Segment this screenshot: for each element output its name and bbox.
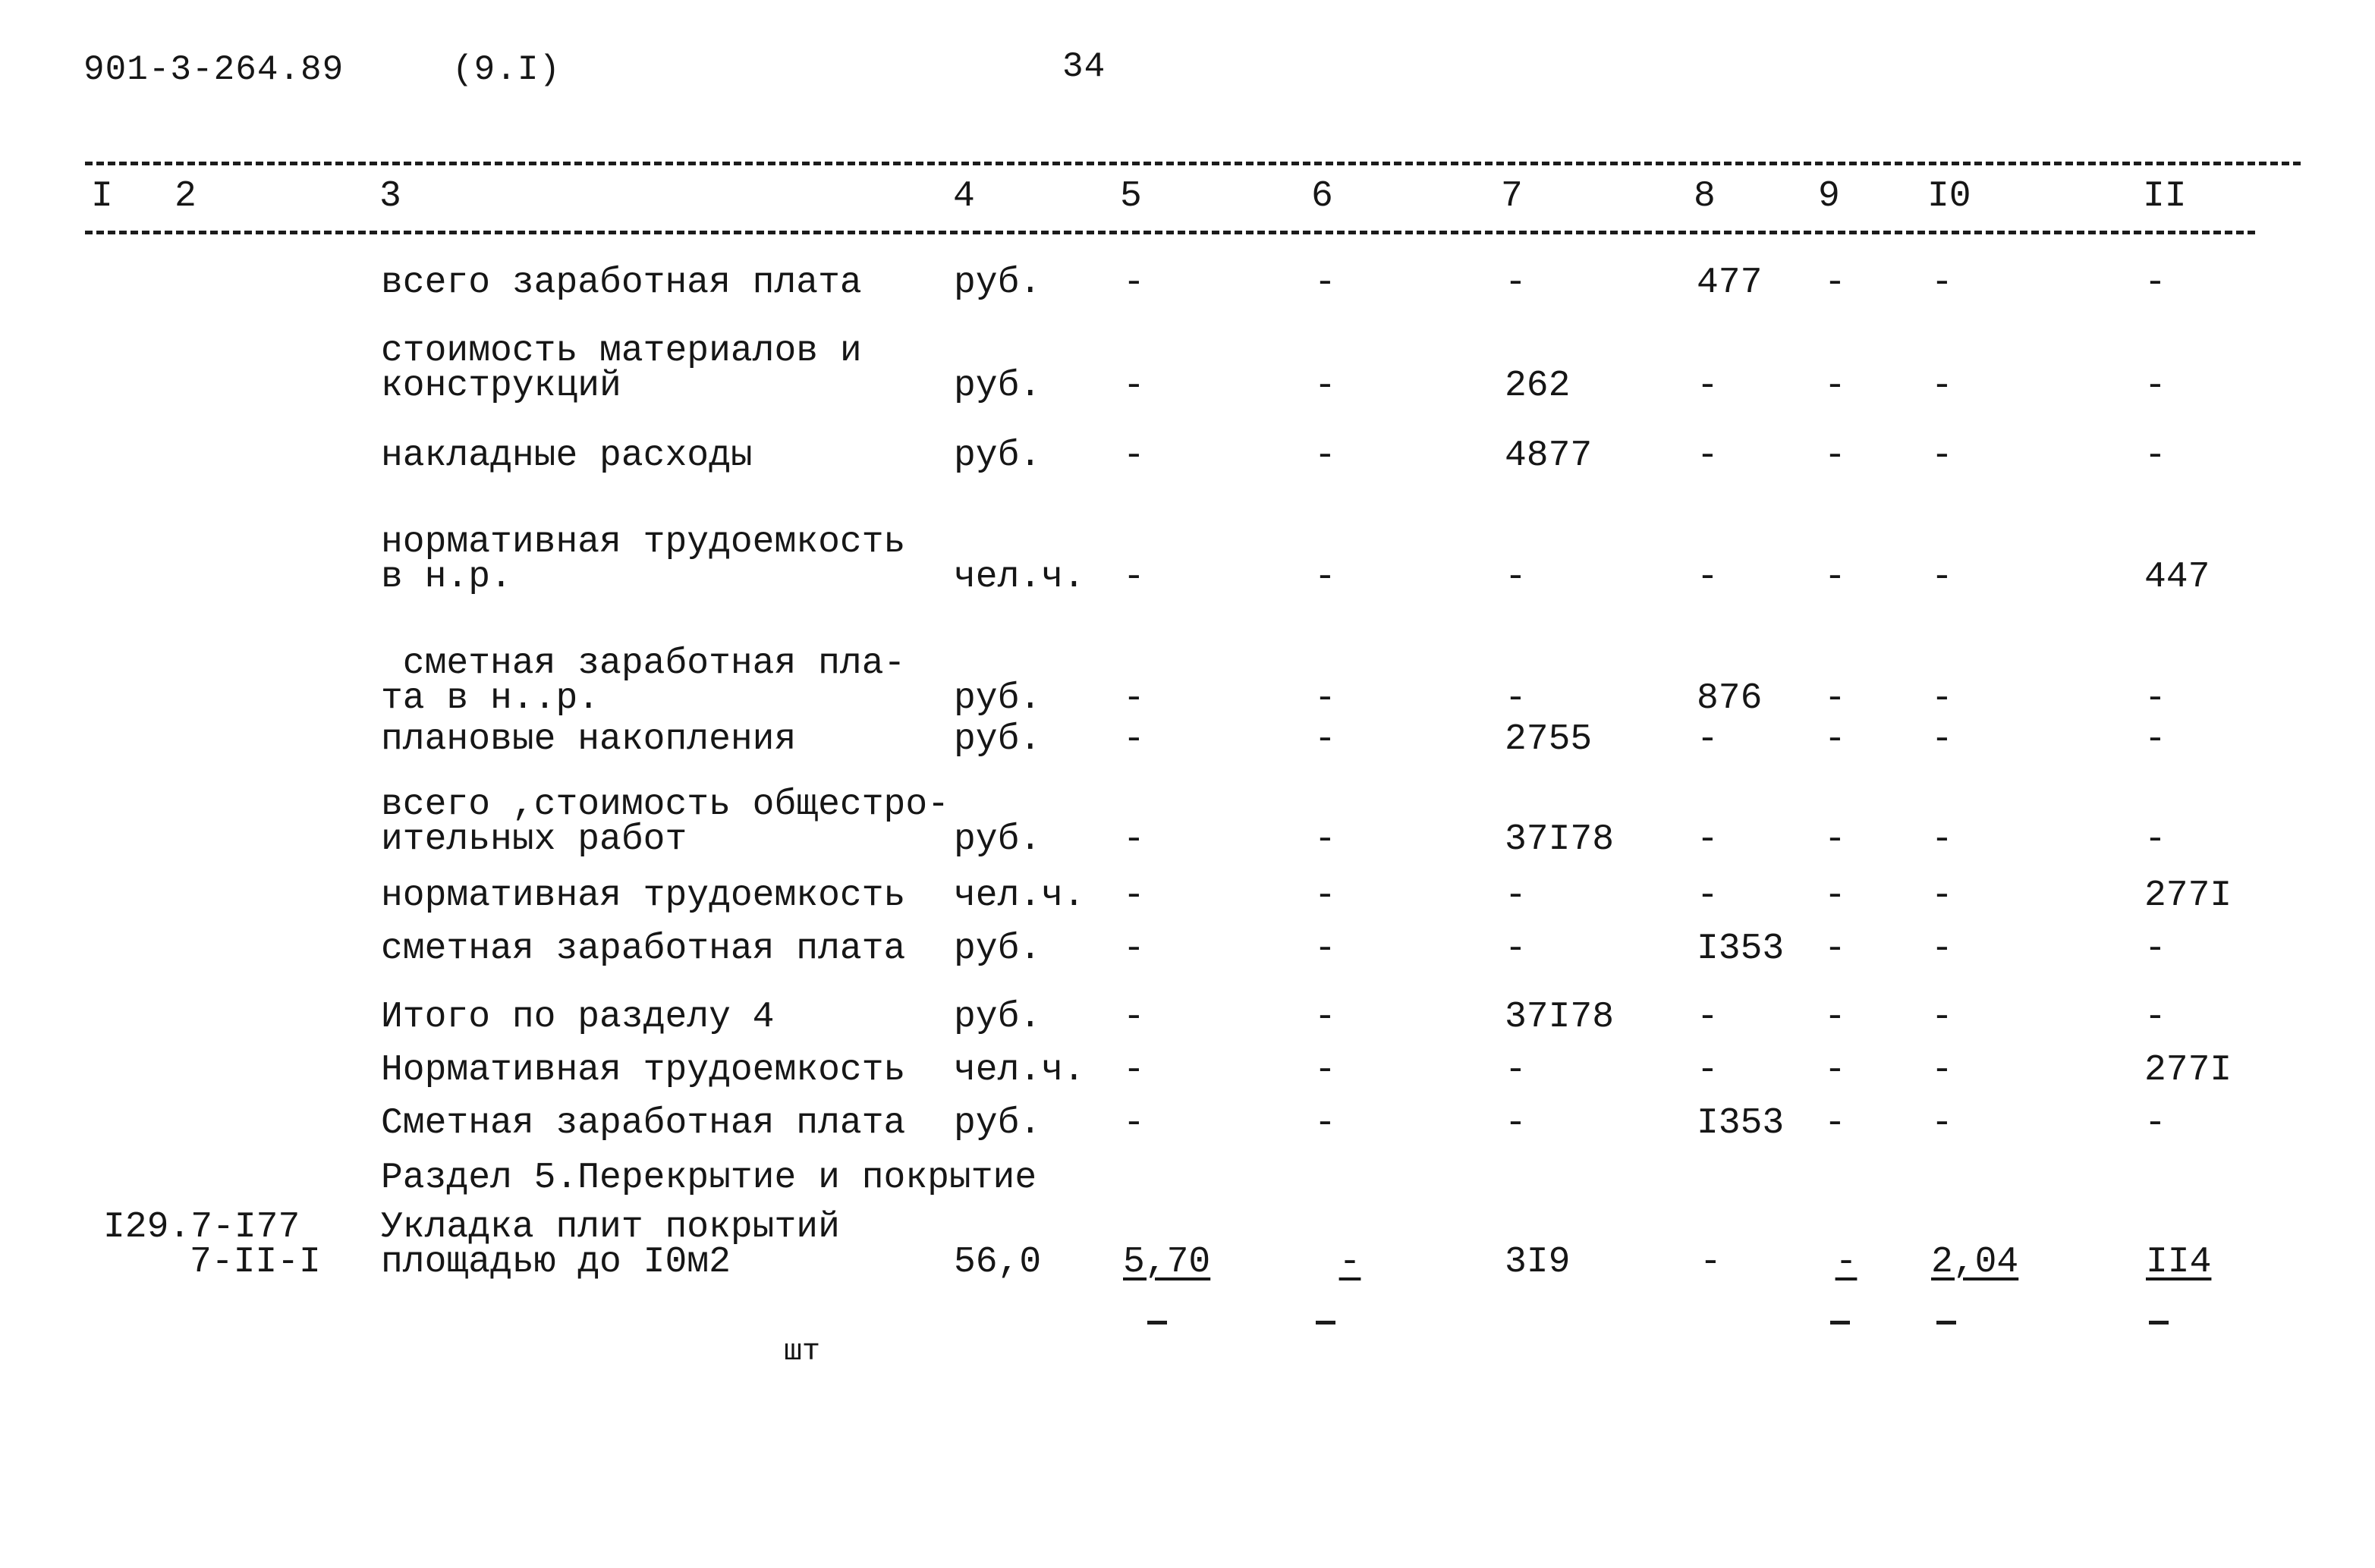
- row-label: накладные расходы: [381, 435, 753, 476]
- row-unit: руб.: [954, 366, 1042, 407]
- cell-c5: -: [1123, 875, 1145, 916]
- row-label: сметная заработная плата: [381, 929, 906, 969]
- column-header: 4: [953, 176, 975, 217]
- cell-c10: -: [1931, 719, 1953, 760]
- cell-c7: -: [1505, 262, 1527, 303]
- cell-c8: 876: [1697, 678, 1763, 719]
- item-col-11: II4: [2146, 1242, 2212, 1283]
- row-unit: руб.: [954, 719, 1042, 760]
- column-header: 3: [379, 176, 401, 217]
- cell-c11: 447: [2144, 557, 2210, 598]
- cell-c10: -: [1931, 819, 1953, 860]
- cell-c6: -: [1314, 997, 1336, 1038]
- cell-c7: 262: [1505, 366, 1571, 407]
- cell-c8: -: [1697, 1050, 1719, 1091]
- cell-c9: -: [1824, 262, 1846, 303]
- denominator-mark: [2149, 1321, 2169, 1324]
- cell-c7: 2755: [1505, 719, 1593, 760]
- item-name: Укладка плит покрытий площадью до I0м2: [381, 1207, 840, 1283]
- denominator-mark: [1830, 1321, 1850, 1324]
- item-col-5: 5,70: [1123, 1242, 1211, 1283]
- cell-c7: -: [1505, 1050, 1527, 1091]
- cell-c5: -: [1123, 819, 1145, 860]
- row-unit: руб.: [954, 929, 1042, 969]
- cell-c10: -: [1931, 435, 1953, 476]
- column-header: 8: [1694, 176, 1716, 217]
- cell-c6: -: [1314, 1103, 1336, 1144]
- item-qty: 56,0: [954, 1242, 1042, 1283]
- cell-c9: -: [1824, 678, 1846, 719]
- row-label: всего ,стоимость общестро- ительных работ: [381, 784, 949, 860]
- page-number: 34: [1062, 47, 1106, 86]
- cell-c10: -: [1931, 557, 1953, 598]
- cell-c5: -: [1123, 366, 1145, 407]
- cell-c11: -: [2144, 366, 2166, 407]
- row-label: нормативная трудоемкость: [381, 875, 906, 916]
- cell-c9: -: [1824, 366, 1846, 407]
- cell-c6: -: [1314, 929, 1336, 969]
- cell-c8: I353: [1697, 929, 1785, 969]
- cell-c8: -: [1697, 819, 1719, 860]
- section-title: Раздел 5.Перекрытие и покрытие: [381, 1158, 1037, 1199]
- cell-c11: -: [2144, 678, 2166, 719]
- cell-c5: -: [1123, 557, 1145, 598]
- cell-c10: -: [1931, 875, 1953, 916]
- item-col-8: -: [1700, 1242, 1722, 1283]
- row-label: Итого по разделу 4: [381, 997, 775, 1038]
- cell-c7: 37I78: [1505, 819, 1615, 860]
- cell-c7: -: [1505, 1103, 1527, 1144]
- item-col-10: 2,04: [1931, 1242, 2019, 1283]
- cell-c9: -: [1824, 1103, 1846, 1144]
- cell-c11: -: [2144, 262, 2166, 303]
- row-label: Нормативная трудоемкость: [381, 1050, 906, 1091]
- cell-c6: -: [1314, 875, 1336, 916]
- cell-c6: -: [1314, 678, 1336, 719]
- cell-c5: -: [1123, 678, 1145, 719]
- cell-c9: -: [1824, 997, 1846, 1038]
- row-label: Сметная заработная плата: [381, 1103, 906, 1144]
- cell-c6: -: [1314, 1050, 1336, 1091]
- cell-c7: -: [1505, 557, 1527, 598]
- cell-c9: -: [1824, 719, 1846, 760]
- item-code-line2: 7-II-I: [190, 1242, 321, 1283]
- row-label: сметная заработная пла- та в н..р.: [381, 643, 906, 719]
- header-rule-bottom: [85, 231, 2255, 234]
- cell-c9: -: [1824, 435, 1846, 476]
- cell-c9: -: [1824, 819, 1846, 860]
- cell-c8: -: [1697, 719, 1719, 760]
- denominator-mark: [1936, 1321, 1956, 1324]
- item-col-6: -: [1338, 1242, 1361, 1283]
- cell-c8: -: [1697, 875, 1719, 916]
- cell-c6: -: [1314, 819, 1336, 860]
- cell-c5: -: [1123, 997, 1145, 1038]
- cell-c11: 277I: [2144, 1050, 2232, 1091]
- column-header: 5: [1120, 176, 1142, 217]
- cell-c10: -: [1931, 997, 1953, 1038]
- column-header: I: [91, 176, 113, 217]
- cell-c8: 477: [1697, 262, 1763, 303]
- document-code: 901-3-264.89: [83, 50, 344, 90]
- cell-c8: -: [1697, 997, 1719, 1038]
- cell-c11: 277I: [2144, 875, 2232, 916]
- item-unit-note: шт: [784, 1335, 821, 1369]
- item-code-line1: I29.7-I77: [103, 1207, 300, 1248]
- row-unit: руб.: [954, 678, 1042, 719]
- header-rule-top: [85, 162, 2301, 165]
- cell-c8: -: [1697, 366, 1719, 407]
- cell-c6: -: [1314, 557, 1336, 598]
- row-unit: руб.: [954, 1103, 1042, 1144]
- cell-c10: -: [1931, 678, 1953, 719]
- cell-c7: -: [1505, 678, 1527, 719]
- cell-c7: -: [1505, 929, 1527, 969]
- cell-c5: -: [1123, 719, 1145, 760]
- cell-c10: -: [1931, 929, 1953, 969]
- cell-c5: -: [1123, 1050, 1145, 1091]
- cell-c10: -: [1931, 1050, 1953, 1091]
- cell-c6: -: [1314, 262, 1336, 303]
- row-label: нормативная трудоемкость в н.р.: [381, 522, 906, 598]
- section-number: (9.I): [452, 50, 562, 90]
- row-unit: чел.ч.: [954, 1050, 1085, 1091]
- row-unit: руб.: [954, 262, 1042, 303]
- cell-c6: -: [1314, 435, 1336, 476]
- cell-c8: -: [1697, 435, 1719, 476]
- denominator-mark: [1147, 1321, 1167, 1324]
- row-unit: руб.: [954, 997, 1042, 1038]
- cell-c10: -: [1931, 366, 1953, 407]
- cell-c6: -: [1314, 366, 1336, 407]
- column-header: 9: [1818, 176, 1840, 217]
- row-label: стоимость материалов и конструкций: [381, 331, 862, 407]
- cell-c10: -: [1931, 1103, 1953, 1144]
- cell-c11: -: [2144, 929, 2166, 969]
- row-unit: чел.ч.: [954, 875, 1085, 916]
- cell-c5: -: [1123, 262, 1145, 303]
- item-col-7: 3I9: [1505, 1242, 1571, 1283]
- row-label: всего заработная плата: [381, 262, 862, 303]
- cell-c11: -: [2144, 819, 2166, 860]
- cell-c8: I353: [1697, 1103, 1785, 1144]
- cell-c11: -: [2144, 1103, 2166, 1144]
- row-label: плановые накопления: [381, 719, 797, 760]
- denominator-mark: [1316, 1321, 1335, 1324]
- cell-c11: -: [2144, 435, 2166, 476]
- cell-c5: -: [1123, 1103, 1145, 1144]
- cell-c9: -: [1824, 557, 1846, 598]
- cell-c11: -: [2144, 997, 2166, 1038]
- row-unit: чел.ч.: [954, 557, 1085, 598]
- row-unit: руб.: [954, 435, 1042, 476]
- cell-c9: -: [1824, 875, 1846, 916]
- cell-c9: -: [1824, 929, 1846, 969]
- cell-c7: 37I78: [1505, 997, 1615, 1038]
- cell-c8: -: [1697, 557, 1719, 598]
- cell-c7: -: [1505, 875, 1527, 916]
- cell-c7: 4877: [1505, 435, 1593, 476]
- cell-c6: -: [1314, 719, 1336, 760]
- column-header: 7: [1501, 176, 1523, 217]
- row-unit: руб.: [954, 819, 1042, 860]
- cell-c10: -: [1931, 262, 1953, 303]
- item-col-9: -: [1835, 1242, 1858, 1283]
- cell-c5: -: [1123, 435, 1145, 476]
- column-header: I0: [1927, 176, 1971, 217]
- cell-c9: -: [1824, 1050, 1846, 1091]
- cell-c5: -: [1123, 929, 1145, 969]
- cell-c11: -: [2144, 719, 2166, 760]
- column-header: 2: [175, 176, 197, 217]
- column-header: 6: [1311, 176, 1333, 217]
- column-header: II: [2143, 176, 2187, 217]
